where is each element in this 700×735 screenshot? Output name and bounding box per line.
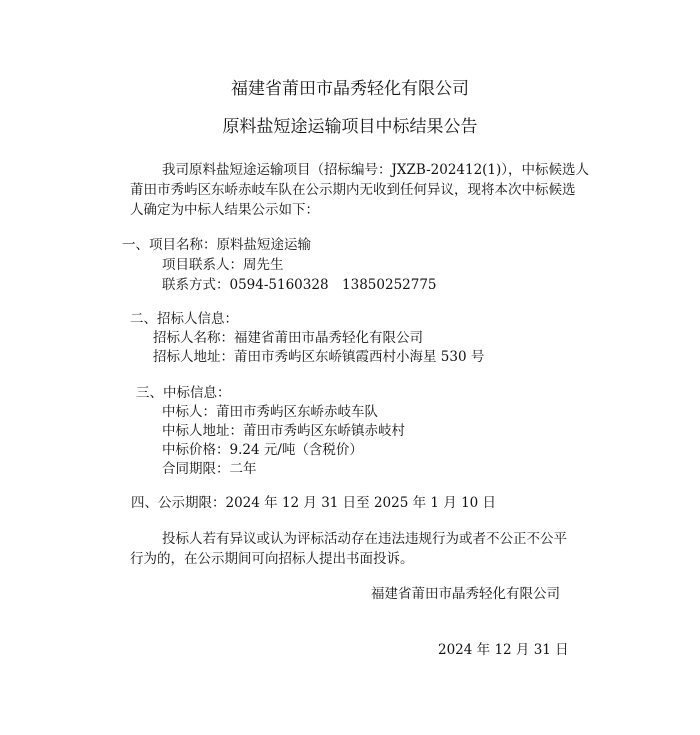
tenderer-name: 招标人名称：福建省莆田市晶秀轻化有限公司 bbox=[153, 330, 423, 346]
section-2-heading: 二、招标人信息： bbox=[130, 311, 238, 327]
tenderer-address: 招标人地址：莆田市秀屿区东峤镇霞西村小海星 530 号 bbox=[153, 349, 485, 365]
project-contact: 项目联系人：周先生 bbox=[162, 257, 284, 273]
intro-line-2: 莆田市秀屿区东峤赤岐车队在公示期内无收到任何异议，现将本次中标候选 bbox=[130, 182, 576, 198]
contact-phone: 联系方式：0594-5160328 13850252775 bbox=[162, 277, 437, 293]
company-heading: 福建省莆田市晶秀轻化有限公司 bbox=[231, 79, 469, 99]
winning-price: 中标价格：9.24 元/吨（含税价） bbox=[162, 442, 363, 458]
section-3-heading: 三、中标信息： bbox=[136, 385, 231, 401]
intro-line-3: 人确定为中标人结果公示如下： bbox=[130, 202, 319, 218]
section-4-heading: 四、公示期限：2024 年 12 月 31 日至 2025 年 1 月 10 日 bbox=[131, 495, 497, 511]
winning-bidder: 中标人：莆田市秀屿区东峤赤岐车队 bbox=[162, 404, 378, 420]
signature-company: 福建省莆田市晶秀轻化有限公司 bbox=[371, 586, 560, 602]
notice-title: 原料盐短途运输项目中标结果公告 bbox=[222, 117, 478, 137]
complaint-line-2: 行为的，在公示期间可向招标人提出书面投诉。 bbox=[130, 551, 414, 567]
winning-bidder-address: 中标人地址：莆田市秀屿区东峤镇赤岐村 bbox=[162, 423, 405, 439]
complaint-line-1: 投标人若有异议或认为评标活动存在违法违规行为或者不公正不公平 bbox=[162, 531, 567, 547]
signature-date: 2024 年 12 月 31 日 bbox=[438, 642, 569, 658]
intro-line-1: 我司原料盐短途运输项目（招标编号：JXZB-202412(1)），中标候选人 bbox=[162, 162, 590, 178]
section-1-heading: 一、项目名称：原料盐短途运输 bbox=[122, 237, 311, 253]
contract-term: 合同期限：二年 bbox=[162, 461, 257, 477]
